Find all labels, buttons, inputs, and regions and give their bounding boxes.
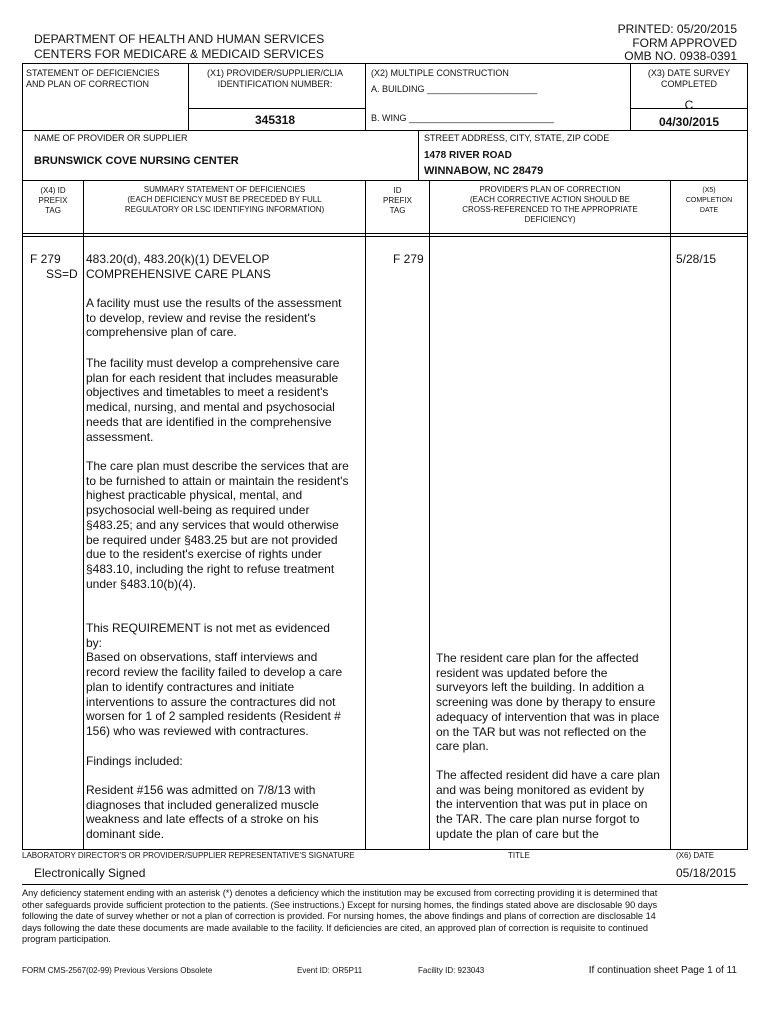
- paragraph-1: A facility must use the results of the assessment to develop, review and revise the resident's comprehensive plan of care.: [86, 296, 342, 340]
- signature-value: Electronically Signed: [34, 866, 146, 880]
- statement-label: STATEMENT OF DEFICIENCIES AND PLAN OF CORRECTION: [26, 68, 160, 89]
- x1-value: 345318: [254, 113, 296, 127]
- paragraph-6: Resident #156 was admitted on 7/8/13 with diagnoses that included generalized muscle weakness and late effects of a stroke on his dominant side.: [86, 783, 319, 842]
- building-line: A. BUILDING ______________________: [371, 84, 538, 94]
- deficiency-tag: F 279: [30, 252, 61, 266]
- printed-date: PRINTED: 05/20/2015: [617, 22, 737, 36]
- x1-label: (X1) PROVIDER/SUPPLIER/CLIA IDENTIFICATION NUMBER:: [206, 68, 344, 89]
- disclaimer: Any deficiency statement ending with an asterisk (*) denotes a deficiency which the institution may be excused from correcting providing it is determined that other safeguards provide sufficient protection to the patients. (See instructions.) Except for nursing homes, the findings stated above are disclosable 90 days following the date of survey whether or not a plan of correction is provided. For nursing homes, the above findings and plans of correction are disclosable 14 days following the date these documents are made available to the facility. If deficiencies are cited, an approved plan of correction is requisite to continued program participation.: [22, 888, 658, 945]
- signature-label: LABORATORY DIRECTOR'S OR PROVIDER/SUPPLIER REPRESENTATIVE'S SIGNATURE: [22, 851, 355, 860]
- id-prefix-tag: F 279: [393, 252, 424, 266]
- col-summary-header: SUMMARY STATEMENT OF DEFICIENCIES (EACH DEFICIENCY MUST BE PRECEDED BY FULL REGULATORY OR LSC IDENTIFYING INFORMATION): [124, 185, 325, 214]
- omb-number: OMB NO. 0938-0391: [624, 49, 737, 63]
- x2-label: (X2) MULTIPLE CONSTRUCTION: [371, 68, 509, 78]
- col-plan-header: PROVIDER'S PLAN OF CORRECTION (EACH CORRECTIVE ACTION SHOULD BE CROSS-REFERENCED TO THE APPROPRIATE DEFICIENCY): [462, 185, 638, 224]
- title-label: TITLE: [508, 851, 530, 860]
- provider-name: BRUNSWICK COVE NURSING CENTER: [34, 155, 239, 167]
- x3-date: 04/30/2015: [658, 115, 720, 129]
- facility-id: Facility ID: 923043: [418, 966, 485, 975]
- deficiency-title: 483.20(d), 483.20(k)(1) DEVELOP COMPREHENSIVE CARE PLANS: [86, 252, 271, 281]
- x3-label: (X3) DATE SURVEY COMPLETED: [647, 68, 731, 89]
- page-number: If continuation sheet Page 1 of 11: [588, 965, 737, 976]
- col-id-header: ID PREFIX TAG: [383, 186, 412, 215]
- col-x5-header: (X5) COMPLETION DATE: [685, 187, 733, 214]
- address-line1: 1478 RIVER ROAD: [424, 150, 512, 161]
- paragraph-3: The care plan must describe the services that are to be furnished to attain or maintain the resident's highest practicable physical, mental, and psychosocial well-being as required under §483.25; and any services that would otherwise be required under §483.25 but are not provided due to the resident's exercise of rights under §483.10, including the right to refuse treatment under §483.10(b)(4).: [86, 459, 349, 591]
- x6-date-label: (X6) DATE: [676, 851, 715, 860]
- x3-letter: C: [684, 98, 694, 112]
- department-name: DEPARTMENT OF HEALTH AND HUMAN SERVICES: [34, 32, 325, 46]
- paragraph-2: The facility must develop a comprehensive care plan for each resident that includes measurable objectives and timetables to meet a resident's medical, nursing, and mental and psychosocial needs that are identified in the comprehensive assessment.: [86, 356, 340, 444]
- form-approved: FORM APPROVED: [632, 36, 737, 50]
- address-label: STREET ADDRESS, CITY, STATE, ZIP CODE: [424, 133, 610, 143]
- scope-severity: SS=D: [46, 267, 78, 281]
- wing-line: B. WING _____________________________: [371, 113, 555, 123]
- form-number: FORM CMS-2567(02-99) Previous Versions Obsolete: [22, 966, 213, 975]
- address-line2: WINNABOW, NC 28479: [424, 165, 544, 177]
- completion-date: 5/28/15: [676, 252, 717, 266]
- col-x4-header: (X4) ID PREFIX TAG: [38, 186, 68, 215]
- plan-paragraph-1: The resident care plan for the affected resident was updated before the surveyors left the building. In addition a screening was done by therapy to ensure adequacy of intervention that was in place on the TAR but was not reflected on the care plan.: [436, 651, 660, 754]
- event-id: Event ID: OR5P11: [297, 966, 363, 975]
- signature-date: 05/18/2015: [676, 866, 737, 880]
- paragraph-4: This REQUIREMENT is not met as evidenced by: Based on observations, staff interviews and record review the facility failed to develop a care plan to identify contractures and initiate interventions to assure the contractures did not worsen for 1 of 2 sampled residents (Resident # 156) who was reviewed with contractures.: [86, 621, 343, 738]
- provider-label: NAME OF PROVIDER OR SUPPLIER: [34, 133, 188, 143]
- plan-paragraph-2: The affected resident did have a care plan and was being monitored as evident by the intervention that was put in place on the TAR. The care plan nurse forgot to update the plan of care but the: [436, 768, 660, 841]
- paragraph-5: Findings included:: [86, 754, 183, 768]
- agency-name: CENTERS FOR MEDICARE & MEDICAID SERVICES: [34, 47, 324, 61]
